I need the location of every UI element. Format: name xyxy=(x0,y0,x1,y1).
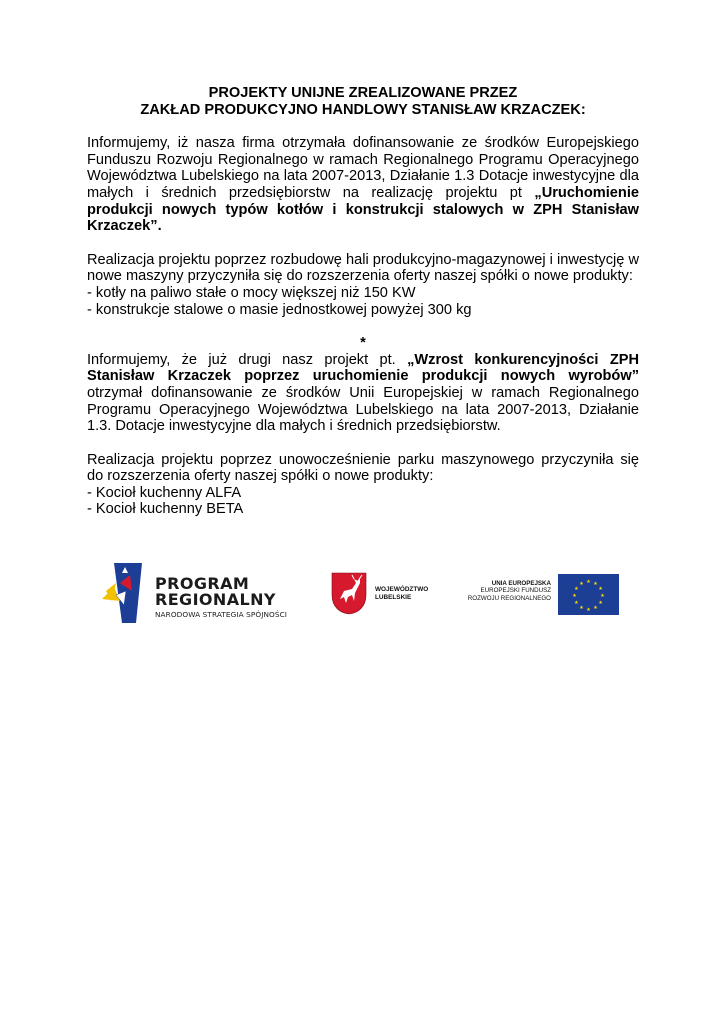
svg-text:★: ★ xyxy=(586,579,591,585)
paragraph-1-text: Informujemy, iż nasza firma otrzymała dofinansowanie ze środków Europejskiego Funduszu Rozwoju Regionalnego w ramach Regionalnego Programu Operacyjnego Województwa Lubelskiego na lata 2007-2013, Działanie 1.3 Dotacje inwestycyjne dla małych i średnich przedsiębiorstw na realizację projektu pt xyxy=(87,135,639,201)
program-regionalny-emblem-icon xyxy=(100,561,152,627)
paragraph-4: Realizacja projektu poprzez unowocześnienie parku maszynowego przyczyniła się do rozszerzenia oferty naszej spółki o nowe produkty: xyxy=(87,451,639,485)
program-line2: REGIONALNY xyxy=(155,590,276,609)
list-item: - Kocioł kuchenny BETA xyxy=(87,501,244,518)
wojewodztwo-lubelskie-logo xyxy=(330,571,440,621)
eu-line3: ROZWOJU REGIONALNEGO xyxy=(467,594,551,602)
paragraph-2: Realizacja projektu poprzez rozbudowę hali produkcyjno-magazynowej i inwestycję w nowe maszyny przyczyniła się do rozszerzenia oferty naszej spółki o nowe produkty: xyxy=(87,251,639,285)
list-item: - konstrukcje stalowe o masie jednostkowej powyżej 300 kg xyxy=(87,301,472,318)
eu-line2: EUROPEJSKI FUNDUSZ xyxy=(480,587,551,595)
program-line1: PROGRAM xyxy=(155,574,250,593)
paragraph-1 xyxy=(87,135,639,235)
paragraph-3-text-before: Informujemy, że już drugi nasz projekt pt. xyxy=(87,351,408,368)
svg-text:★: ★ xyxy=(579,580,584,587)
paragraph-3 xyxy=(87,352,639,435)
list-item: - kotły na paliwo stałe o mocy większej niż 150 KW xyxy=(87,284,416,301)
svg-text:★: ★ xyxy=(598,600,603,606)
svg-text:★: ★ xyxy=(600,593,605,599)
svg-text:★: ★ xyxy=(579,605,584,612)
svg-text:★: ★ xyxy=(572,593,577,599)
logo-strip xyxy=(0,555,724,635)
document-body xyxy=(87,85,639,518)
program-tagline: NARODOWA STRATEGIA SPÓJNOŚCI xyxy=(155,610,288,619)
paragraph-3-text-after: otrzymał dofinansowanie ze środków Unii Europejskiej w ramach Regionalnego Programu Operacyjnego Województwa Lubelskiego na lata 2007-2013, Działanie 1.3. Dotacje inwestycyjne dla małych i średnich przedsiębiorstw. xyxy=(87,384,639,435)
list-item: - Kocioł kuchenny ALFA xyxy=(87,484,242,501)
project-2-title: „Wzrost konkurencyjności ZPH Stanisław Krzaczek poprzez uruchomienie produkcji nowych wyrobów” xyxy=(87,351,640,385)
eu-line1: UNIA EUROPEJSKA xyxy=(491,580,551,587)
svg-text:★: ★ xyxy=(574,600,579,606)
eu-fund-logo xyxy=(455,573,625,618)
eu-flag-icon xyxy=(558,574,619,615)
svg-text:★: ★ xyxy=(586,607,591,613)
woj-line1: WOJEWÓDZTWO xyxy=(375,586,429,593)
document-title-line2: ZAKŁAD PRODUKCYJNO HANDLOWY STANISŁAW KRZACZEK: xyxy=(140,101,586,118)
coat-of-arms-deer-icon xyxy=(330,571,368,615)
woj-line2: LUBELSKIE xyxy=(375,594,412,601)
program-regionalny-logo xyxy=(100,561,300,627)
project-1-title: „Uruchomienie produkcji nowych typów kotłów i konstrukcji stalowych w ZPH Stanisław Krzaczek”. xyxy=(87,184,639,235)
svg-text:★: ★ xyxy=(593,605,598,612)
svg-text:★: ★ xyxy=(593,580,598,587)
svg-text:★: ★ xyxy=(574,586,579,592)
svg-text:★: ★ xyxy=(598,586,603,592)
separator: * xyxy=(360,335,366,352)
document-title-line1: PROJEKTY UNIJNE ZREALIZOWANE PRZEZ xyxy=(208,85,518,101)
